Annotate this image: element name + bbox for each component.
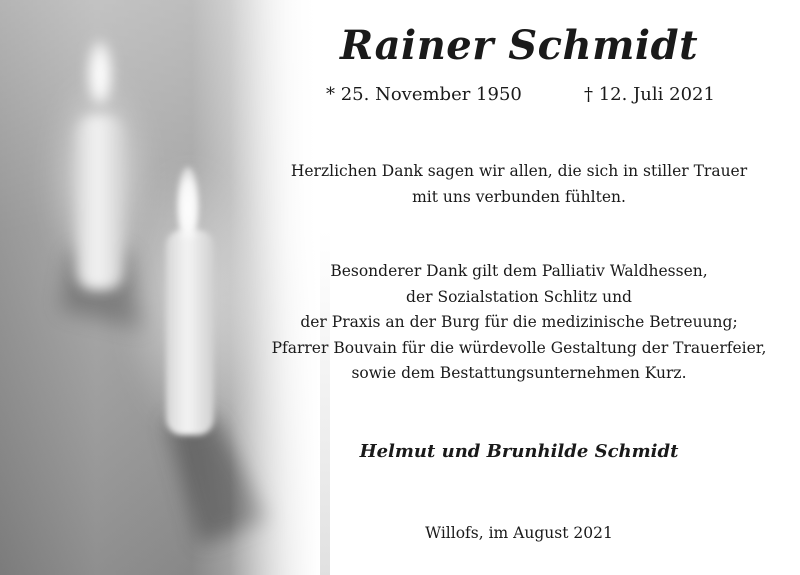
general-thanks — [262, 159, 776, 210]
deceased-name: Rainer Schmidt — [339, 22, 699, 69]
text-line: Herzlichen Dank sagen wir allen, die sich in stiller Trauer — [290, 162, 748, 180]
text-line: Besonderer Dank gilt dem Palliativ Waldhessen, — [330, 262, 708, 280]
birth-date: * 25. November 1950 — [326, 84, 522, 105]
text-line: mit uns verbunden fühlten. — [412, 187, 626, 206]
place-and-date: Willofs, im August 2021 — [425, 524, 613, 542]
text-line: der Sozialstation Schlitz und — [406, 287, 632, 306]
death-date: † 12. Juli 2021 — [584, 84, 715, 105]
text-line: Pfarrer Bouvain für die würdevolle Gestaltung der Trauerfeier, — [271, 338, 767, 357]
family-signature: Helmut und Brunhilde Schmidt — [359, 441, 679, 462]
notice-text — [262, 0, 776, 575]
special-thanks — [262, 259, 776, 387]
text-line: sowie dem Bestattungsunternehmen Kurz. — [351, 364, 687, 382]
text-line: der Praxis an der Burg für die medizinische Betreuung; — [300, 313, 738, 331]
life-dates — [262, 84, 776, 108]
